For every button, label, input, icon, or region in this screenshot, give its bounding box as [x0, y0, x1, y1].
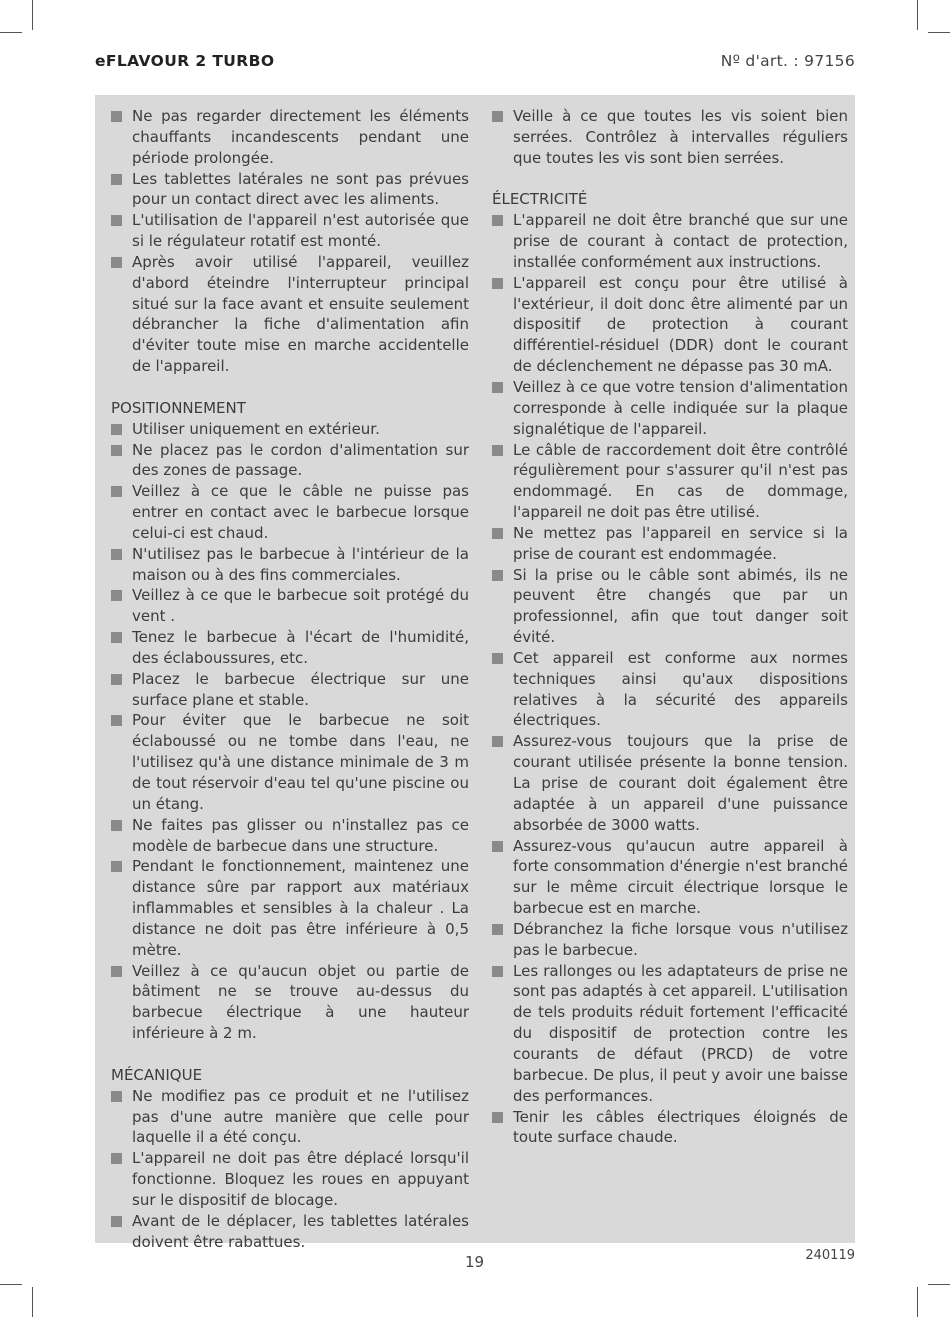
- intro-list: [111, 106, 469, 377]
- list-item: Tenez le barbecue à l'écart de l'humidité, des éclaboussures, etc.: [111, 627, 469, 669]
- list-item: Ne faites pas glisser ou n'installez pas ce modèle de barbecue dans une structure.: [111, 815, 469, 857]
- crop-mark: [928, 1284, 950, 1285]
- left-column: [111, 106, 469, 1252]
- page-number: 19: [465, 1253, 485, 1271]
- list-item: Ne mettez pas l'appareil en service si la prise de courant est endommagée.: [492, 523, 848, 565]
- crop-mark: [917, 1287, 918, 1317]
- list-item: Utiliser uniquement en extérieur.: [111, 419, 469, 440]
- list-item: Ne placez pas le cordon d'alimentation sur des zones de passage.: [111, 440, 469, 482]
- document-code: 240119: [805, 1248, 855, 1263]
- list-item: Placez le barbecue électrique sur une surface plane et stable.: [111, 669, 469, 711]
- section-title-electricite: ÉLECTRICITÉ: [492, 190, 588, 209]
- list-item: L'appareil ne doit pas être déplacé lorsqu'il fonctionne. Bloquez les roues en appuyant sur le dispositif de blocage.: [111, 1148, 469, 1211]
- list-item: Veillez à ce que le câble ne puisse pas entrer en contact avec le barbecue lorsque celui-ci est chaud.: [111, 481, 469, 544]
- list-item: Débranchez la fiche lorsque vous n'utilisez pas le barbecue.: [492, 919, 848, 961]
- crop-mark: [928, 32, 950, 33]
- list-item: Veillez à ce que le barbecue soit protégé du vent .: [111, 585, 469, 627]
- content-box: [95, 95, 855, 1251]
- header-title: eFLAVOUR 2 TURBO: [95, 52, 275, 70]
- list-item: Ne pas regarder directement les éléments chauffants incandescents pendant une période prolongée.: [111, 106, 469, 169]
- list-item: Avant de le déplacer, les tablettes latérales doivent être rabattues.: [111, 1211, 469, 1253]
- list-item: Cet appareil est conforme aux normes techniques ainsi qu'aux dispositions relatives à la sécurité des appareils électriques.: [492, 648, 848, 731]
- list-item: Veillez à ce qu'aucun objet ou partie de bâtiment ne se trouve au-dessus du barbecue électrique à une hauteur inférieure à 2 m.: [111, 961, 469, 1044]
- crop-mark: [917, 0, 918, 30]
- list-item: Assurez-vous toujours que la prise de courant utilisée présente la bonne tension. La prise de courant doit également être adaptée à un appareil d'une puissance absorbée de 3000 watts.: [492, 731, 848, 835]
- crop-mark: [32, 0, 33, 30]
- article-number: Nº d'art. : 97156: [720, 52, 855, 70]
- list-item: Pendant le fonctionnement, maintenez une distance sûre par rapport aux matériaux inflammables et sensibles à la chaleur . La distance ne doit pas être inférieure à 0,5 mètre.: [111, 856, 469, 960]
- list-item: L'utilisation de l'appareil n'est autorisée que si le régulateur rotatif est monté.: [111, 210, 469, 252]
- electricite-list: [492, 210, 848, 1148]
- list-item: L'appareil est conçu pour être utilisé à l'extérieur, il doit donc être alimenté par un dispositif de protection à courant différentiel-résiduel (DDR) dont le courant de déclenchement ne dépasse pas 30 mA.: [492, 273, 848, 377]
- list-item: Les rallonges ou les adaptateurs de prise ne sont pas adaptés à cet appareil. L'utilisation de tels produits réduit fortement l'efficacité du dispositif de protection contre les courants de défaut (PRCD) de votre barbecue. De plus, il peut y avoir une baisse des performances.: [492, 961, 848, 1107]
- list-item: Assurez-vous qu'aucun autre appareil à forte consommation d'énergie n'est branché sur le même circuit électrique lorsque le barbecue est en marche.: [492, 836, 848, 919]
- section-title-mecanique: MÉCANIQUE: [111, 1065, 203, 1084]
- right-column: [492, 106, 848, 1148]
- crop-mark: [32, 1287, 33, 1317]
- positionnement-list: [111, 419, 469, 1044]
- list-item: Les tablettes latérales ne sont pas prévues pour un contact direct avec les aliments.: [111, 169, 469, 211]
- list-item: Le câble de raccordement doit être contrôlé régulièrement pour s'assurer qu'il n'est pas endommagé. En cas de dommage, l'appareil ne doit pas être utilisé.: [492, 440, 848, 523]
- list-item: Tenir les câbles électriques éloignés de toute surface chaude.: [492, 1107, 848, 1149]
- list-item: Pour éviter que le barbecue ne soit éclaboussé ou ne tombe dans l'eau, ne l'utilisez qu'à une distance minimale de 3 m de tout réservoir d'eau tel qu'une piscine ou un étang.: [111, 710, 469, 814]
- crop-mark: [0, 32, 22, 33]
- mecanique-list: [111, 1086, 469, 1253]
- list-item: Si la prise ou le câble sont abimés, ils ne peuvent être changés que par un professionnel, afin que tout danger soit évité.: [492, 565, 848, 648]
- list-item: N'utilisez pas le barbecue à l'intérieur de la maison ou à des fins commerciales.: [111, 544, 469, 586]
- list-item: Après avoir utilisé l'appareil, veuillez d'abord éteindre l'interrupteur principal situé sur la face avant et ensuite seulement débrancher la fiche d'alimentation afin d'éviter toute mise en marche accidentelle de l'appareil.: [111, 252, 469, 377]
- crop-mark: [0, 1284, 22, 1285]
- intro-list: [492, 106, 848, 169]
- list-item: Ne modifiez pas ce produit et ne l'utilisez pas d'une autre manière que celle pour laquelle il a été conçu.: [111, 1086, 469, 1149]
- list-item: Veillez à ce que votre tension d'alimentation corresponde à celle indiquée sur la plaque signalétique de l'appareil.: [492, 377, 848, 440]
- section-title-positionnement: POSITIONNEMENT: [111, 398, 246, 417]
- list-item: Veille à ce que toutes les vis soient bien serrées. Contrôlez à intervalles réguliers que toutes les vis sont bien serrées.: [492, 106, 848, 169]
- list-item: L'appareil ne doit être branché que sur une prise de courant à contact de protection, installée conformément aux instructions.: [492, 210, 848, 273]
